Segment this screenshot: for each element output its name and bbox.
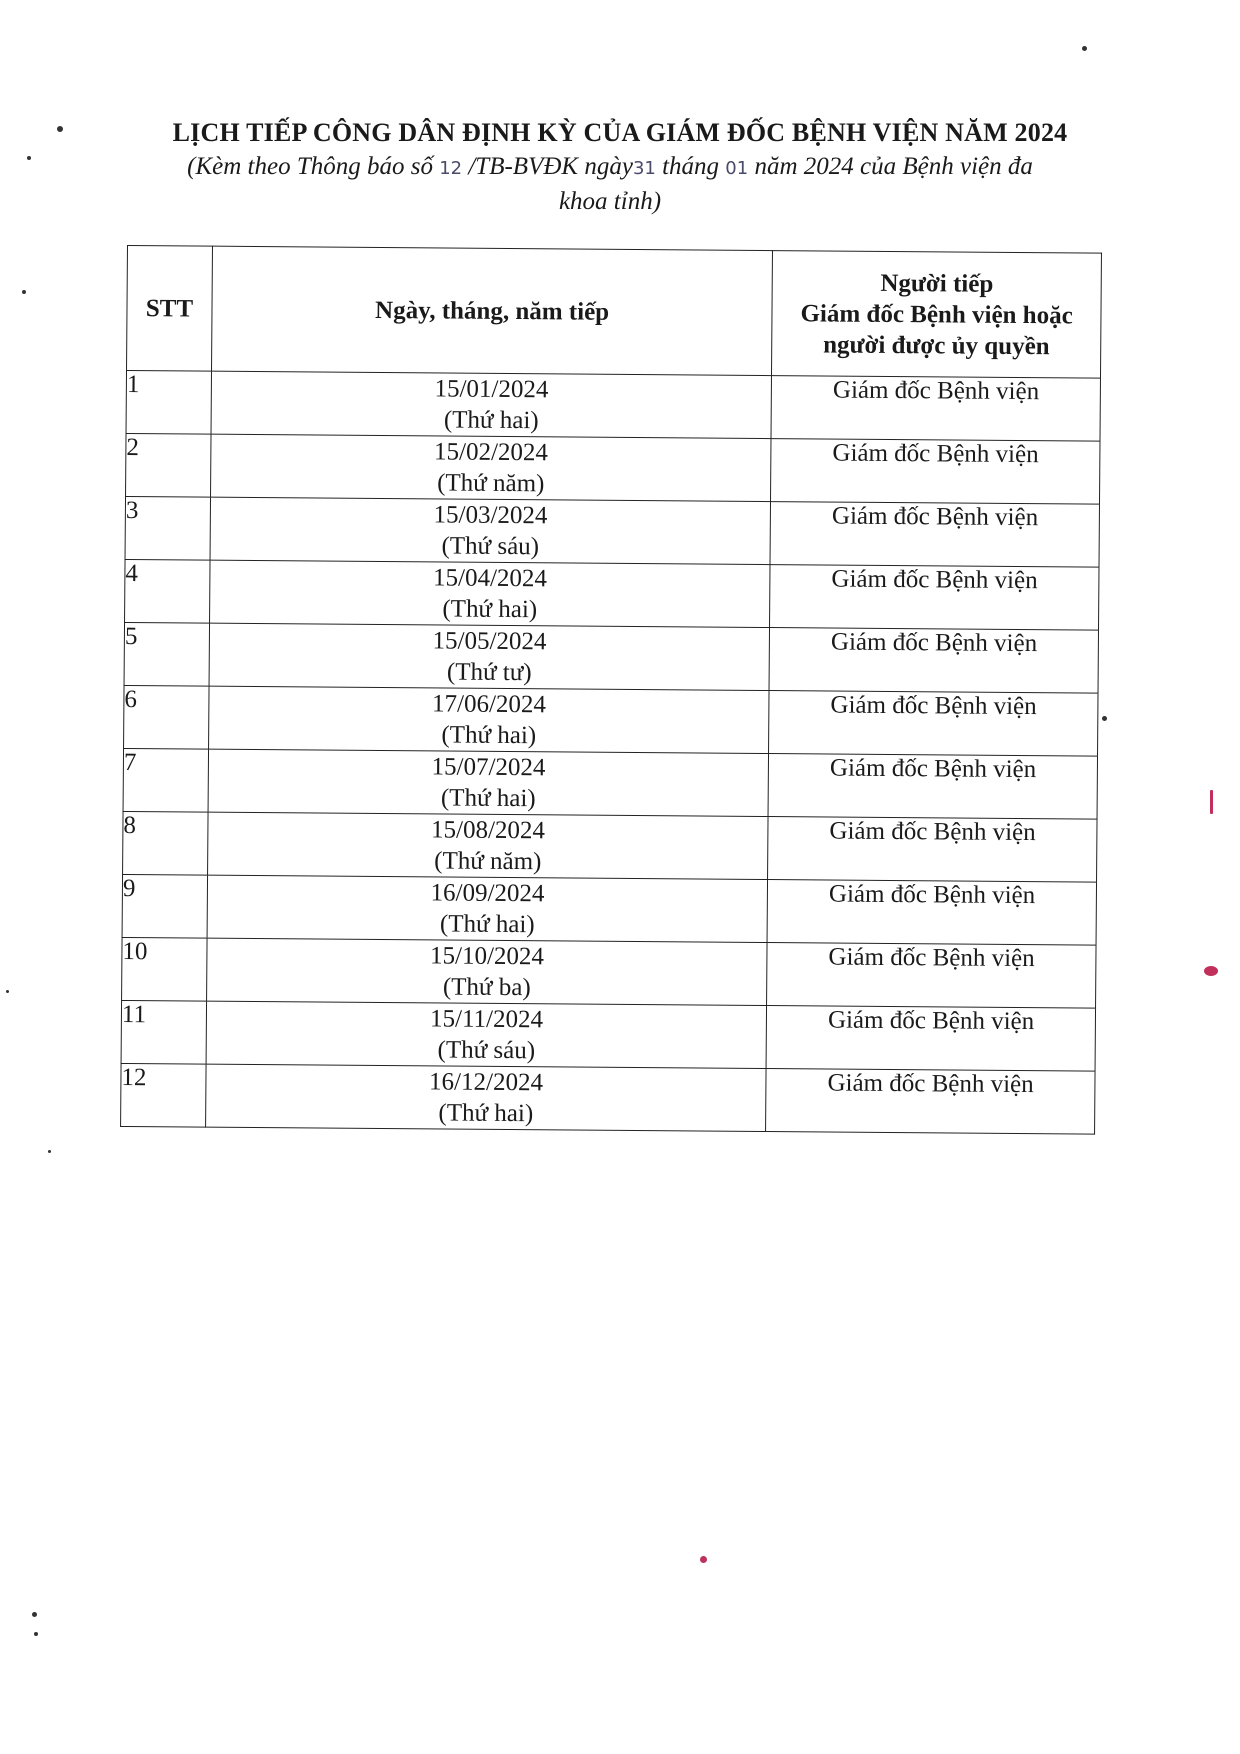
weekday-value: (Thứ tư) [446, 658, 532, 687]
date-cell [211, 371, 772, 438]
date-value: 15/08/2024 [430, 816, 546, 845]
subtitle-part1: (Kèm theo Thông báo số [187, 153, 440, 180]
table-row [123, 811, 1097, 882]
table-row [121, 1063, 1095, 1134]
weekday-value: (Thứ hai) [439, 910, 535, 939]
person-cell: Giám đốc Bệnh viện [766, 1069, 1095, 1135]
date-value: 15/11/2024 [429, 1005, 544, 1034]
date-value: 15/05/2024 [432, 627, 547, 656]
date-value: 15/10/2024 [429, 942, 545, 971]
scan-speck [22, 290, 26, 294]
table-row [126, 433, 1100, 504]
subtitle-part3: tháng [655, 153, 726, 180]
person-cell: Giám đốc Bệnh viện [768, 817, 1097, 883]
weekday-value: (Thứ năm) [434, 847, 542, 876]
weekday-value: (Thứ hai) [438, 1099, 534, 1128]
date-cell [206, 1064, 767, 1131]
date-cell [209, 623, 770, 690]
scan-speck [57, 126, 63, 132]
date-value: 15/03/2024 [433, 501, 548, 530]
person-cell: Giám đốc Bệnh viện [766, 1006, 1095, 1072]
weekday-value: (Thứ năm) [437, 469, 545, 498]
document-subtitle [130, 150, 1090, 218]
table-row [122, 937, 1096, 1008]
person-cell: Giám đốc Bệnh viện [768, 754, 1097, 820]
stt-cell: 6 [124, 685, 209, 749]
handwritten-month: 01 [725, 158, 749, 179]
person-cell: Giám đốc Bệnh viện [771, 376, 1100, 442]
table-row [123, 748, 1097, 819]
schedule-table [120, 245, 1102, 1135]
table-row [125, 496, 1099, 567]
person-cell: Giám đốc Bệnh viện [767, 943, 1096, 1009]
date-value: 16/09/2024 [430, 879, 545, 908]
weekday-value: (Thứ hai) [440, 784, 536, 813]
stt-cell: 7 [123, 748, 208, 812]
stamp-speck [1204, 966, 1218, 976]
table-row [124, 622, 1098, 693]
header-person-line1: Người tiếp [880, 269, 994, 298]
stt-cell: 4 [125, 559, 210, 623]
header-date: Ngày, tháng, năm tiếp [211, 246, 772, 375]
weekday-value: (Thứ hai) [442, 595, 538, 624]
person-cell: Giám đốc Bệnh viện [770, 502, 1099, 568]
person-cell: Giám đốc Bệnh viện [769, 691, 1098, 757]
person-cell: Giám đốc Bệnh viện [771, 439, 1100, 505]
date-cell [206, 1001, 767, 1068]
table-row [124, 685, 1098, 756]
weekday-value: (Thứ sáu) [441, 532, 540, 561]
stt-cell: 3 [125, 496, 210, 560]
date-value: 15/01/2024 [434, 375, 549, 404]
weekday-value: (Thứ hai) [441, 721, 537, 750]
stt-cell: 5 [124, 622, 209, 686]
table-row [125, 559, 1099, 630]
date-cell [207, 875, 768, 942]
date-cell [209, 560, 770, 627]
person-cell: Giám đốc Bệnh viện [770, 565, 1099, 631]
stt-cell: 10 [122, 937, 207, 1001]
date-value: 15/02/2024 [433, 438, 549, 467]
date-cell [208, 749, 769, 816]
subtitle-line2: khoa tỉnh) [558, 188, 662, 215]
stt-cell: 12 [121, 1063, 206, 1127]
scan-speck [1082, 46, 1087, 51]
header-person-line2: Giám đốc Bệnh viện hoặc [800, 299, 1073, 329]
scan-speck [1102, 716, 1107, 721]
person-cell: Giám đốc Bệnh viện [769, 628, 1098, 694]
table-body [121, 371, 1101, 1135]
scan-speck [32, 1612, 37, 1617]
handwritten-number: 12 [439, 158, 463, 179]
weekday-value: (Thứ sáu) [437, 1036, 536, 1065]
table-row [126, 371, 1100, 442]
table-header-row [127, 246, 1102, 379]
date-cell [208, 686, 769, 753]
stt-cell: 11 [121, 1000, 206, 1064]
header-person [772, 251, 1102, 379]
date-cell [210, 497, 771, 564]
handwritten-day: 31 [632, 158, 656, 179]
stamp-speck [700, 1556, 707, 1563]
date-cell [207, 812, 768, 879]
date-value: 15/07/2024 [431, 753, 546, 782]
date-value: 15/04/2024 [432, 564, 548, 593]
weekday-value: (Thứ ba) [442, 973, 531, 1002]
stt-cell: 1 [126, 371, 211, 435]
scan-speck [27, 156, 31, 160]
document-title: LỊCH TIẾP CÔNG DÂN ĐỊNH KỲ CỦA GIÁM ĐỐC BỆNH VIỆN NĂM 2024 [172, 118, 1068, 147]
person-cell: Giám đốc Bệnh viện [767, 880, 1096, 946]
weekday-value: (Thứ hai) [443, 406, 539, 435]
scan-speck [6, 990, 9, 993]
date-value: 17/06/2024 [431, 690, 547, 719]
stt-cell: 8 [123, 811, 208, 875]
stt-cell: 9 [122, 874, 207, 938]
table-row [122, 874, 1096, 945]
stt-cell: 2 [126, 433, 211, 497]
scan-speck [48, 1150, 51, 1153]
subtitle-part2: /TB-BVĐK ngày [462, 153, 633, 180]
date-value: 16/12/2024 [429, 1068, 544, 1097]
stamp-speck [1210, 790, 1213, 814]
header-person-line3: người được ủy quyền [823, 330, 1050, 360]
scan-speck [34, 1632, 38, 1636]
header-stt: STT [127, 246, 213, 372]
table-row [121, 1000, 1095, 1071]
date-cell [207, 938, 768, 1005]
subtitle-part4: năm 2024 của Bệnh viện đa [748, 153, 1033, 180]
date-cell [210, 434, 771, 501]
